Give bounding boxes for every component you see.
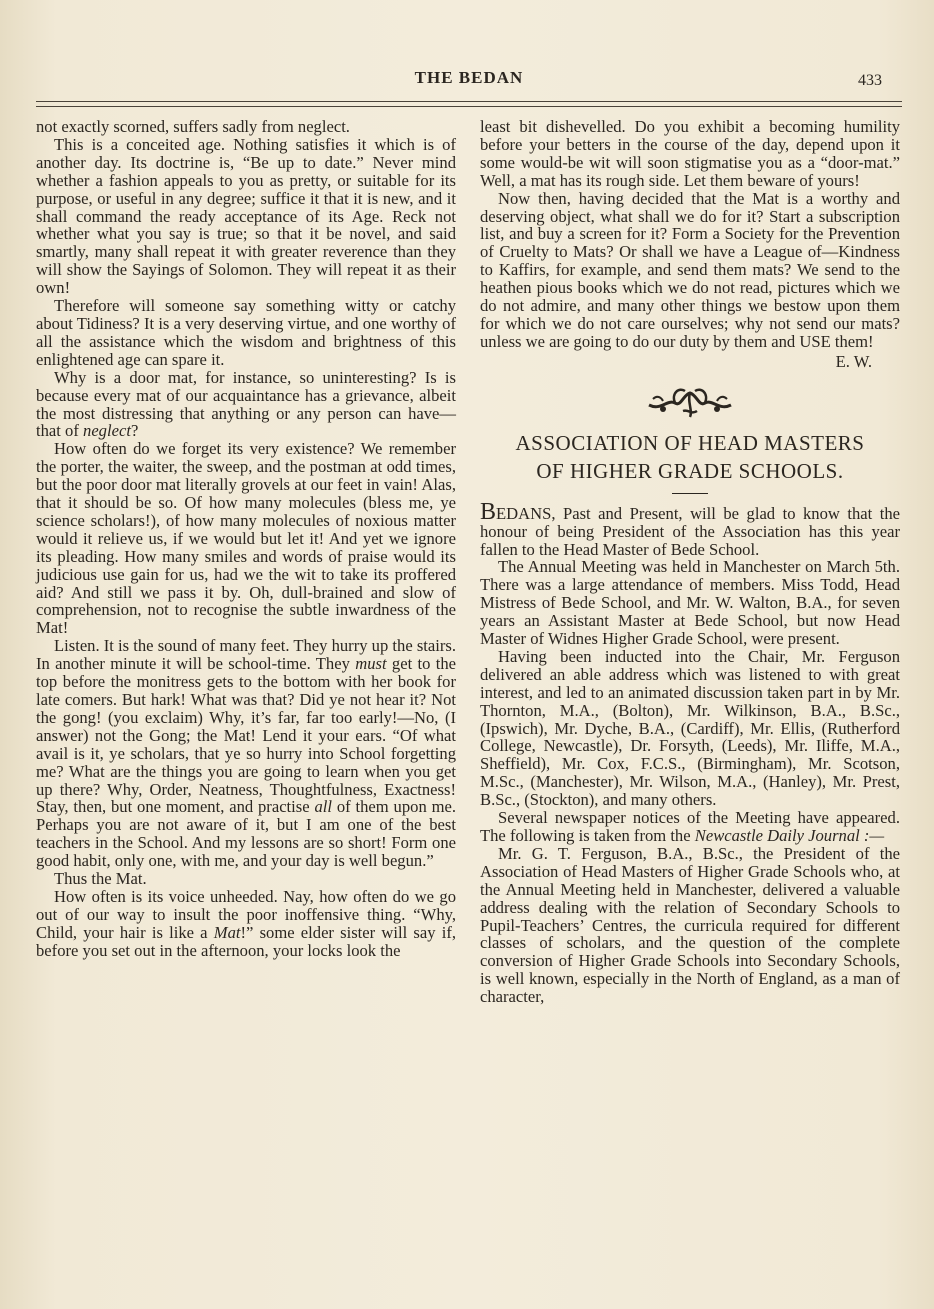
header-rule-bottom <box>36 106 902 107</box>
paragraph: The Annual Meeting was held in Manchester on March 5th. There was a large attendance of members. Miss Todd, Head Mistress of Bede School, and Mr. W. Walton, B.A., for seven years an Assistant Master at Bede School, but now Head Master of Widnes Higher Grade School, were present. <box>480 557 900 649</box>
text-run: get to the top before the monitress gets to the bottom with her book for late comers. But hark! What was that? Did ye not hear it? Not the gong! (you exclaim) Why, it’s far, far too early!—No, (I answer) not the Gong; the Mat! Lend it your ears. “Of what avail is it, ye scholars, that ye so hurry into School forgetting me? What are the things you are going to learn when you get up there? Why, Order, Neatness, Thoughtfulness, Exactness! Stay, then, but one moment, and practise <box>36 654 456 817</box>
paragraph: Mr. G. T. Ferguson, B.A., B.Sc., the President of the Association of Head Masters of Higher Grade Schools who, at the Annual Meeting held in Manchester, delivered a valuable address dealing with the relation of Secondary Schools to Pupil-Teachers’ Centres, the curricula required for different classes of scholars, and the question of the complete conversion of Higher Grade Schools into Secondary Schools, is well known, especially in the North of England, as a man of character, <box>480 843 900 1007</box>
heading-line: ASSOCIATION OF HEAD MASTERS <box>515 430 865 455</box>
paragraph <box>480 498 900 559</box>
paragraph: least bit dishevelled. Do you exhibit a becoming humility before your betters in the course of the day, depend upon it some would-be wit will soon stigmatise you as a “door-mat.” Well, a mat has its rough side. Let them beware of yours! <box>480 117 900 190</box>
text-run: Listen. It is the sound of many feet. They hurry up the stairs. In another minute it will be school-time. They <box>36 636 457 674</box>
right-column <box>480 118 900 1006</box>
text-run: !” some elder sister will say if, before you set out in the afternoon, your locks look the <box>36 922 456 960</box>
paragraph <box>36 369 456 441</box>
paragraph <box>480 809 900 845</box>
heading-rule <box>672 493 708 494</box>
left-column <box>36 118 456 960</box>
text-run: , Past and Present, will be glad to know that the honour of being President of the Association has this year fallen to the Head Master of Bede School. <box>480 503 900 559</box>
text-run: How often is its voice unheeded. Nay, how often do we go out of our way to insult the poor inoffensive thing. “Why, Child, your hair is like a <box>36 886 456 942</box>
emphasis: Newcastle Daily Journal :— <box>694 826 885 845</box>
emphasis: must <box>355 654 387 674</box>
heading-line: OF HIGHER GRADE SCHOOLS. <box>536 458 844 483</box>
paragraph: How often do we forget its very existence? We remember the porter, the waiter, the sweep, and the postman at odd times, but the poor door mat literally grovels at our feet in vain! Alas, that it should be so. Of how many molecules (bless me, ye science scholars!), of how many molecules of noxious matter would it relieve us, if we would but let it! And yet we ignore its pleading. How many smiles and words of praise would its judicious use gain for us, had we the wit to take its proffered aid? And still we pass it by. Oh, dull-brained and slow of comprehension, not to recognise the subtle inwardness of the Mat! <box>36 439 456 638</box>
paragraph: not exactly scorned, suffers sadly from neglect. <box>36 117 350 136</box>
paragraph: Therefore will someone say something witty or catchy about Tidiness? It is a very deserving virtue, and one worthy of all the assistance which the wisdom and brightness of this enlightened age can spare it. <box>36 296 456 369</box>
running-header <box>36 68 902 90</box>
text-run: Several newspaper notices of the Meeting have appeared. The following is taken from the <box>480 808 900 845</box>
text-run: Why is a door mat, for instance, so uninteresting? Is is because every mat of our acquaintance has a grievance, albeit the most distressing that anything or any person can have—that of <box>36 367 456 441</box>
page-number: 433 <box>858 72 882 89</box>
paragraph: Now then, having decided that the Mat is a worthy and deserving object, what shall we do for it? Start a subscription list, and buy a screen for it? Form a Society for the Prevention of Cruelty to Mats? Or shall we have a League of—Kindness to Kaffirs, for example, and send them mats? We send to the heathen pious books which we do not read, pictures which we do not admire, and many other things we bestow upon them for which we do not care ourselves; why not send our mats? unless we are going to do our duty by them and USE them! <box>480 188 900 351</box>
paragraph <box>36 888 456 960</box>
section-heading <box>480 429 900 485</box>
paragraph: This is a conceited age. Nothing satisfies it which is of another day. Its doctrine is, “Be up to date.” Never mind whether a fashion appeals to you as pretty, or suitable for its purpose, or useful in any degree; suffice it that it is new, and it shall command the ready acceptance of its Age. Reck not whether what you say is true; so that it be novel, and said smartly, many shall repeat it with greater reverence than they will show the Sayings of Solomon. They will repeat it as their own! <box>36 134 456 298</box>
paragraph: Having been inducted into the Chair, Mr. Ferguson delivered an able address which was listened to with great interest, and led to an animated discussion taken part in by Mr. Thornton, M.A., (Bolton), Mr. Wilkinson, B.A., B.Sc., (Ipswich), Mr. Dyche, B.A., (Cardiff), Mr. Ellis, (Rutherford College, Newcastle), Dr. Forsyth, (Leeds), Mr. Iliffe, M.A., Sheffield), Mr. Cox, F.C.S., (Birmingham), Mr. Scotson, M.Sc., (Manchester), Mr. Wilson, M.A., (Hanley), Mr. Prest, B.Sc., (Stockton), and many others. <box>480 646 900 810</box>
emphasis: Mat <box>213 922 241 942</box>
floral-ornament-icon <box>645 381 735 421</box>
drop-cap: B <box>480 498 497 525</box>
emphasis: all <box>314 797 332 817</box>
paragraph <box>36 637 456 870</box>
small-caps: EDANS <box>496 503 552 523</box>
author-signature: E. W. <box>835 351 872 371</box>
emphasis: neglect <box>83 421 131 441</box>
journal-title: THE BEDAN <box>414 68 524 87</box>
paragraph: Thus the Mat. <box>54 869 147 889</box>
text-run: ? <box>130 421 139 441</box>
header-rule-top <box>36 101 902 102</box>
text-run: of them upon me. Perhaps you are not aware of it, but I am one of the best teachers in the School. And my lessons are so short! Form one good habit, only one, with me, and your day is well begun.” <box>36 797 457 871</box>
